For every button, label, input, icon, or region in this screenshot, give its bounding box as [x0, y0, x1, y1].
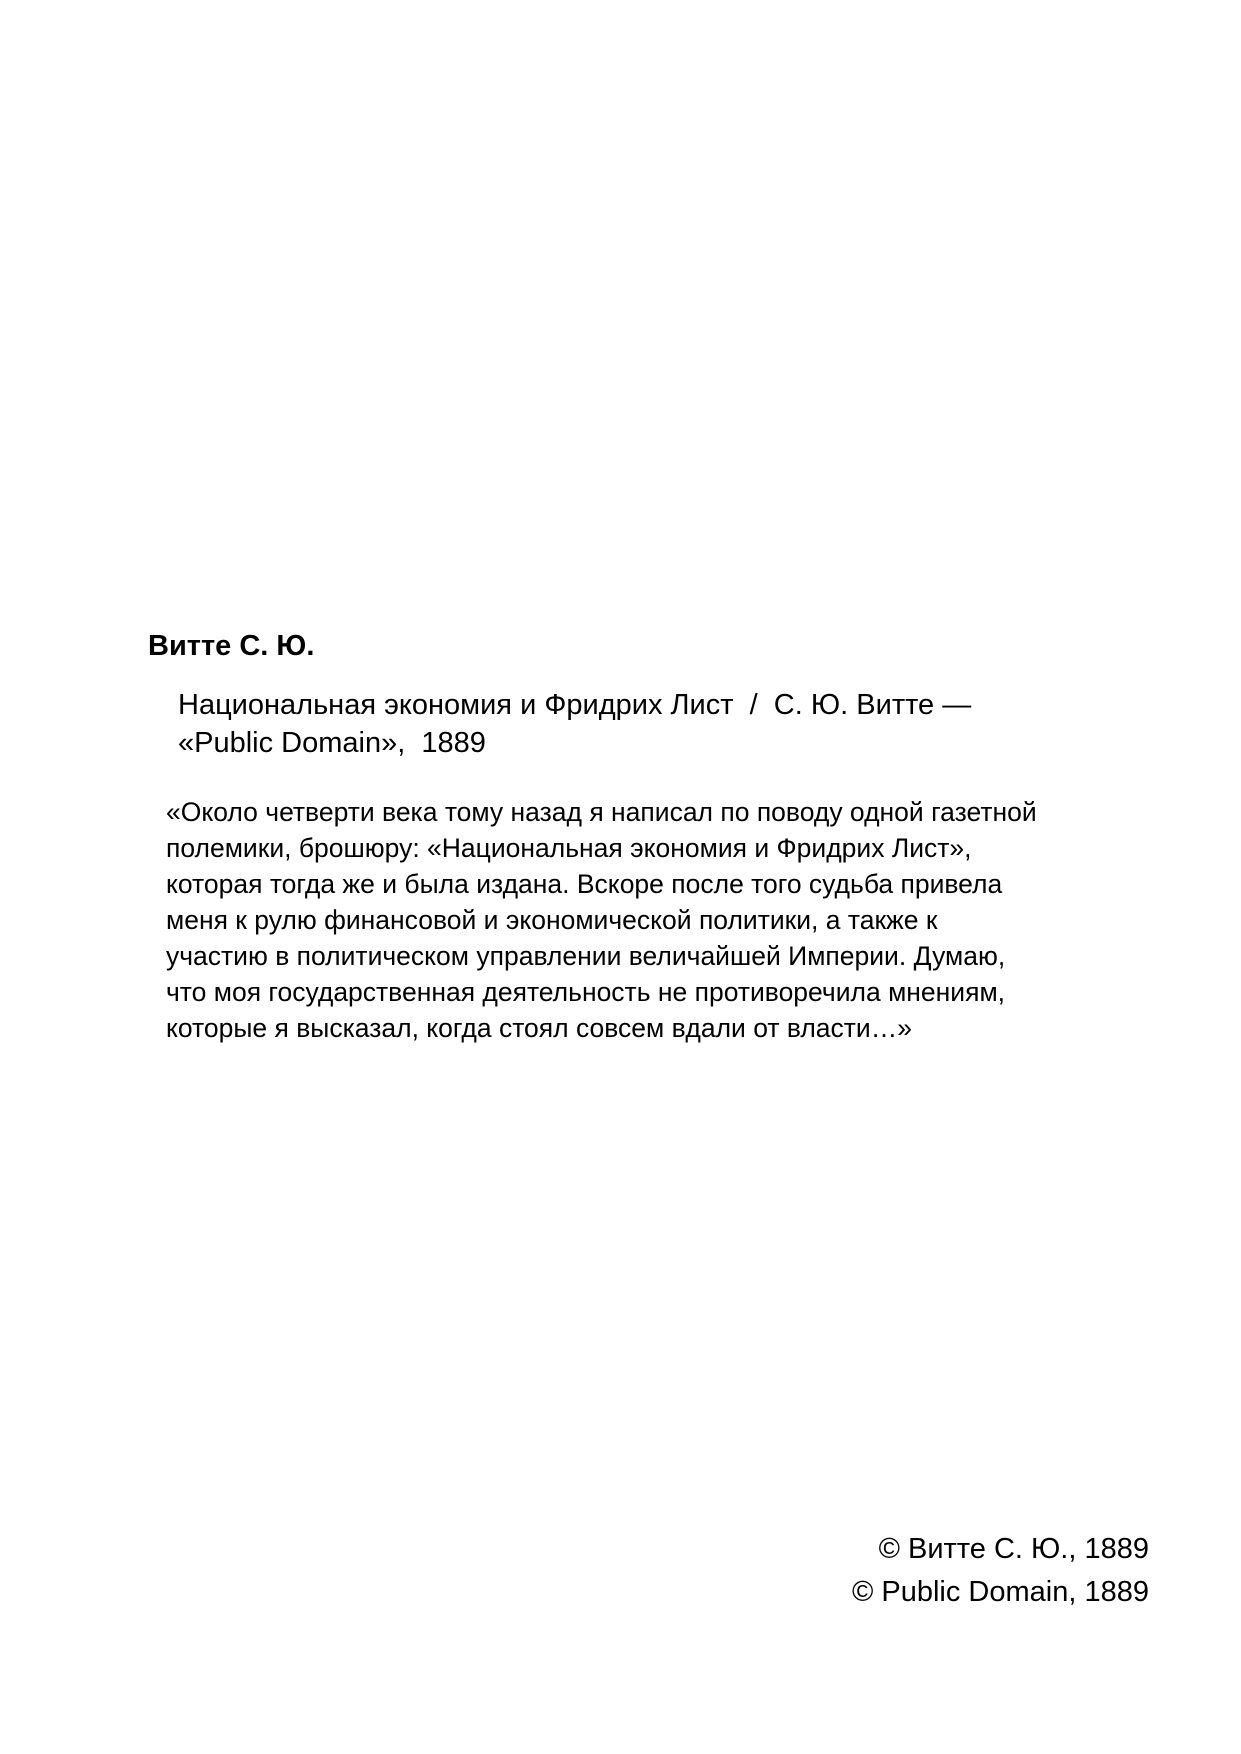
- copyright-line: © Public Domain, 1889: [851, 1576, 1149, 1608]
- bibliographic-line: «Public Domain», 1889: [178, 727, 486, 759]
- annotation-line: которые я высказал, когда стоял совсем вдали от власти…»: [166, 1013, 912, 1043]
- bibliographic-line: Национальная экономия и Фридрих Лист / С. Ю. Витте —: [178, 689, 972, 721]
- annotation-line: полемики, брошюру: «Национальная экономия и Фридрих Лист»,: [166, 833, 972, 863]
- annotation-line: что моя государственная деятельность не противоречила мнениям,: [166, 977, 1006, 1007]
- annotation-line: «Около четверти века тому назад я написал по поводу одной газетной: [166, 797, 1037, 827]
- author-name: Витте С. Ю.: [148, 630, 315, 662]
- annotation-line: которая тогда же и была издана. Вскоре после того судьба привела: [166, 869, 1003, 899]
- bibliographic-record: [178, 686, 971, 762]
- copyright-notice: [852, 1528, 1149, 1614]
- annotation-line: участию в политическом управлении величайшей Империи. Думаю,: [166, 941, 1006, 971]
- annotation: [166, 794, 1156, 1046]
- copyright-line: © Витте С. Ю., 1889: [878, 1533, 1149, 1565]
- annotation-line: меня к рулю финансовой и экономической политики, а также к: [166, 905, 938, 935]
